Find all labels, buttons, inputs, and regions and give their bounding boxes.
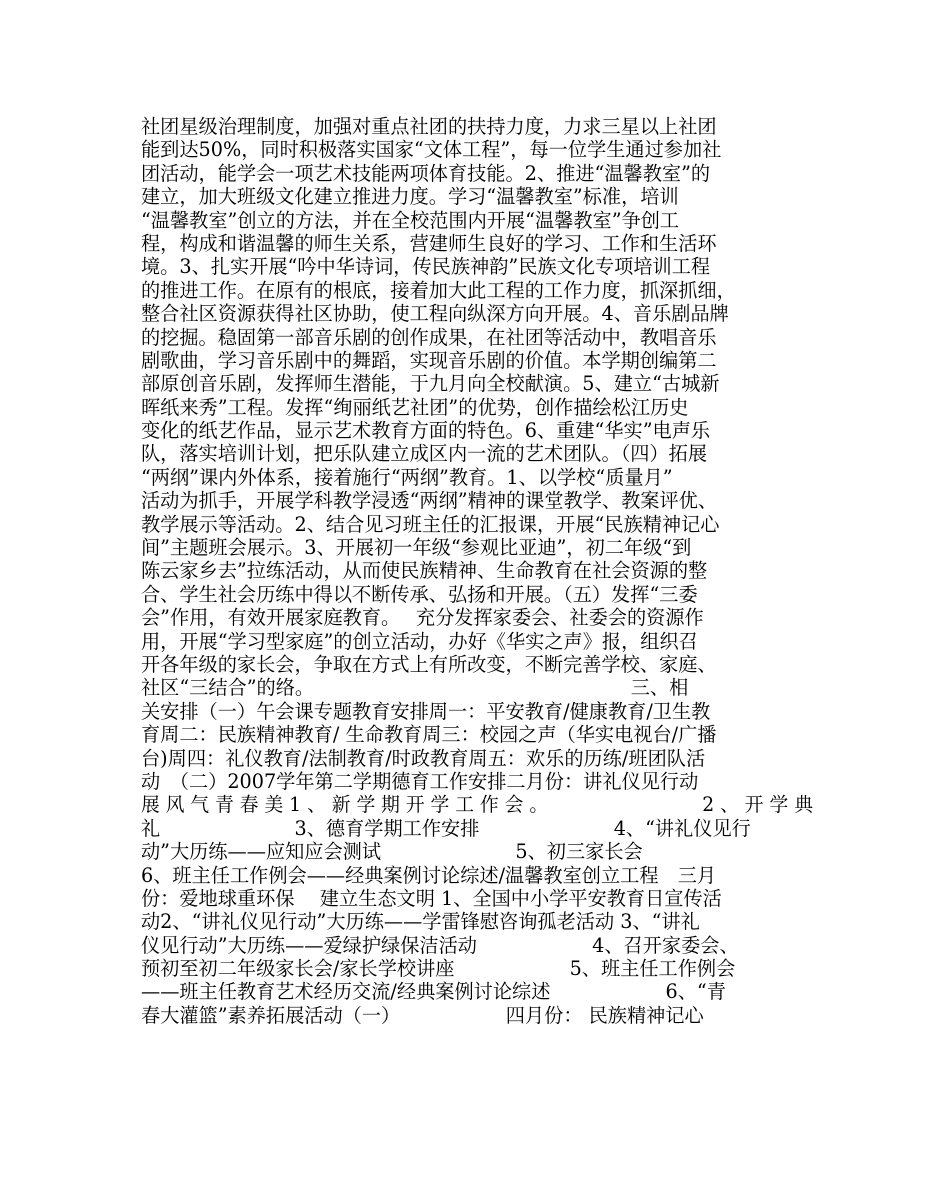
text-line: 合、学生社会历练中得以不断传承、弘扬和开展。（五）发挥“三委: [141, 582, 698, 606]
text-line: 台)周四：礼仪教育/法制教育/时政教育周五：欢乐的历练/班团队活: [141, 746, 706, 770]
text-line: 动2、“讲礼仪见行动”大历练——学雷锋慰咨询孤老活动 3、“讲礼: [141, 910, 700, 934]
text-line: 社区“三结合”的络。 三、相: [141, 676, 689, 700]
text-line: 动 （二）2007学年第二学期德育工作安排二月份：讲礼仪见行动: [141, 769, 699, 793]
text-line: 展 风 气 青 春 美 1 、 新 学 期 开 学 工 作 会 。 2 、 开 学 典: [141, 793, 813, 817]
text-line: 开各年级的家长会，争取在方式上有所改变，不断完善学校、家庭、: [141, 652, 717, 676]
text-line: ——班主任教育艺术经历交流/经典案例讨论综述 6、“青: [141, 980, 726, 1004]
text-line: 队，落实培训计划，把乐队建立成区内一流的艺术团队。（四）拓展: [141, 442, 708, 466]
text-line: 间”主题班会展示。3、开展初一年级“参观比亚迪”，初二年级“到: [141, 536, 692, 560]
text-line: 春大灌篮”素养拓展活动（一） 四月份： 民族精神记心: [141, 1003, 704, 1027]
text-line: 部原创音乐剧，发挥师生潜能，于九月向全校献演。5、建立“古城新: [141, 372, 720, 396]
text-line: 变化的纸艺作品，显示艺术教育方面的特色。6、重建“华实”电声乐: [141, 419, 711, 443]
text-line: 关安排（一）午会课专题教育安排周一：平安教育/健康教育/卫生教: [141, 699, 711, 723]
text-line: 育周二：民族精神教育/ 生命教育周三：校园之声（华实电视台/广播: [141, 723, 717, 747]
text-line: 陈云家乡去”拉练活动，从而使民族精神、生命教育在社会资源的整: [141, 559, 708, 583]
text-line: 程，构成和谐温馨的师生关系，营建师生良好的学习、工作和生活环: [141, 231, 717, 255]
text-line: “温馨教室”创立的方法，并在全校范围内开展“温馨教室”争创工: [141, 208, 680, 232]
document-body-text: [141, 115, 813, 1027]
text-line: 预初至初二年级家长会/家长学校讲座 5、班主任工作例会: [141, 957, 736, 981]
text-line: 用，开展“学习型家庭”的创立活动，办好《华实之声》报，组织召: [141, 629, 698, 653]
text-line: 剧歌曲，学习音乐剧中的舞蹈，实现音乐剧的价值。本学期创编第二: [141, 348, 717, 372]
text-line: 仪见行动”大历练——爱绿护绿保洁活动 4、召开家委会、: [141, 933, 739, 957]
text-line: 团活动，能学会一项艺术技能两项体育技能。2、推进“温馨教室”的: [141, 161, 711, 185]
text-line: 境。3、扎实开展“吟中华诗词，传民族神韵”民族文化专项培训工程: [141, 255, 711, 279]
text-line: 礼 3、德育学期工作安排 4、“讲礼仪见行: [141, 816, 751, 840]
text-line: 社团星级治理制度，加强对重点社团的扶持力度，力求三星以上社团: [141, 115, 717, 138]
text-line: 的推进工作。在原有的根底，接着加大此工程的工作力度，抓深抓细，: [141, 278, 736, 302]
text-line: 晖纸来秀”工程。发挥“绚丽纸艺社团”的优势，创作描绘松江历史: [141, 395, 689, 419]
text-line: 教学展示等活动。2、结合见习班主任的汇报课，开展“民族精神记心: [141, 512, 720, 536]
text-line: 整合社区资源获得社区协助，使工程向纵深方向开展。4、音乐剧品牌: [141, 302, 729, 326]
text-line: 活动为抓手，开展学科教学浸透“两纲”精神的课堂教学、教案评优、: [141, 489, 718, 513]
text-line: 的挖掘。稳固第一部音乐剧的创作成果，在社团等活动中，教唱音乐: [141, 325, 717, 349]
text-line: 会”作用，有效开展家庭教育。 充分发挥家委会、社委会的资源作: [141, 606, 704, 630]
text-line: 份：爱地球重环保 建立生态文明 1、全国中小学平安教育日宣传活: [141, 886, 722, 910]
text-line: 建立，加大班级文化建立推进力度。学习“温馨教室”标准，培训: [141, 185, 679, 209]
text-line: 能到达50%，同时积极落实国家“文体工程”，每一位学生通过参加社: [141, 138, 722, 162]
text-line: 动”大历练——应知应会测试 5、初三家长会: [141, 840, 643, 864]
text-line: “两纲”课内外体系，接着施行“两纲”教育。1、以学校“质量月”: [141, 465, 673, 489]
text-line: 6、班主任工作例会——经典案例讨论综述/温馨教室创立工程 三月: [141, 863, 717, 887]
